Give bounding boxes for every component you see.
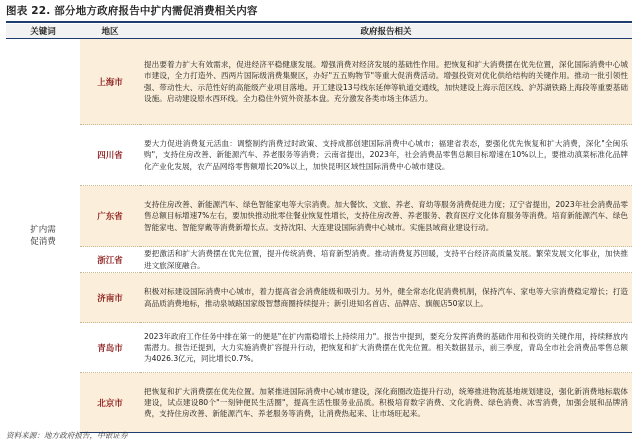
header-report: 政府报告相关: [140, 24, 632, 39]
header-keyword: 关键词: [6, 24, 80, 39]
table-row: [6, 186, 632, 247]
table-row: [6, 125, 632, 186]
keyword-cell: [6, 39, 80, 433]
table-row: [6, 273, 632, 323]
region-cell: 北京市: [80, 373, 140, 433]
report-cell: 支持住房改善、新能源汽车、绿色智能家电等大宗消费。加大餐饮、文旅、养老、育幼等服务消费促进力度；辽宁省提出，2023年社会消费品零售总额目标增速7%左右，要加快推动批零住餐业恢复性增长，支持住房改善、养老服务、教育医疗文化体育服务等消费。培育新能源汽车、绿色智能家电、智能穿戴等消费新增长点。支持沈阳、大连建设国际消费中心城市。实施县域商业建设行动。: [140, 186, 632, 247]
keyword-label: 扩内需促消费: [30, 224, 56, 247]
report-cell: 要把激活和扩大消费摆在优先位置，提升传统消费、培育新型消费。推动消费复苏回暖，支持平台经济高质量发展。繁荣发展文化事业，加快推进文旅深度融合。: [140, 247, 632, 273]
region-cell: 浙江省: [80, 247, 140, 273]
region-cell: 青岛市: [80, 323, 140, 373]
report-cell: 积极对标建设国际消费中心城市，着力提高省会消费能级和吸引力。另外，健全常态化促消费机制，保持汽车、家电等大宗消费稳定增长；打造高品质消费地标，推动泉城路国家级智慧商圈持续提升；新引进知名首店、品牌店、旗舰店50家以上。: [140, 273, 632, 323]
report-cell: 提出要着力扩大有效需求，促进经济平稳健康发展。增强消费对经济发展的基础性作用。把恢复和扩大消费摆在优先位置，深化国际消费中心城市建设，全力打造外、西两片国际级消费集聚区，办好"五五购物节"等重大促消费活动。增强投资对优化供给结构的关键作用。推动一批引领性强、带动性大、示范性好的高能级产业项目落地。开工建设13号线东延伸等轨道交通线，加快建设上海示范区线、沪苏湖铁路上海段等重要基础设施。启动建设原水西环线。全力稳住外贸外资基本盘。充分激发各类市场主体活力。: [140, 39, 632, 125]
figure-title: 图表 22. 部分地方政府报告中扩内需促消费相关内容: [6, 5, 258, 17]
region-cell: 广东省: [80, 186, 140, 247]
table-row: [6, 247, 632, 273]
report-cell: 要大力促进消费复元活血：调整制约消费过时政策、支持成都创建国际消费中心城市；福建省表态，要强化优先恢复和扩大消费，深化"全闽乐购"，支持住房改善、新能源汽车、养老服务等消费；云南省提出，2023年，社会消费品零售总额目标增速在10%以上，要推动滇菜标准化品牌化产业化发展，农产品网络零售额增长20%以上，加快昆明区域性国际消费中心城市建设。: [140, 125, 632, 186]
source-note: 资料来源：地方政府报告，中银证券: [6, 431, 128, 440]
report-cell: 把恢复和扩大消费摆在优先位置。加紧推进国际消费中心城市建设，深化商圈改造提升行动，统筹推进物流基地规划建设，强化新消费地标载体建设，试点建设80个"一刻钟便民生活圈"，提高生活性服务业品质。积极培育数字消费、文化消费、绿色消费、冰雪消费，加强会展和品牌消费，支持住房改善、新能源汽车、养老服务等消费，让消费热起来、让市场旺起来。: [140, 373, 632, 433]
policy-table: [6, 24, 632, 433]
header-region: 地区: [80, 24, 140, 39]
region-cell: 四川省: [80, 125, 140, 186]
top-rule: [6, 21, 632, 23]
table-header-row: [6, 24, 632, 39]
table-row: [6, 39, 632, 125]
region-cell: 上海市: [80, 39, 140, 125]
region-cell: 济南市: [80, 273, 140, 323]
table-row: [6, 323, 632, 373]
report-cell: 2023年政府工作任务中排在第一的便是"在扩内需稳增长上持续用力"。报告中提到，要充分发挥消费的基础作用和投资的关键作用，持续释放内需潜力。报告还提到，大力实施消费扩容提升行动，把恢复和扩大消费摆在优先位置。相关数据显示，前三季度，青岛全市社会消费品零售总额为4026.3亿元，同比增长0.7%。: [140, 323, 632, 373]
table-row: [6, 373, 632, 433]
